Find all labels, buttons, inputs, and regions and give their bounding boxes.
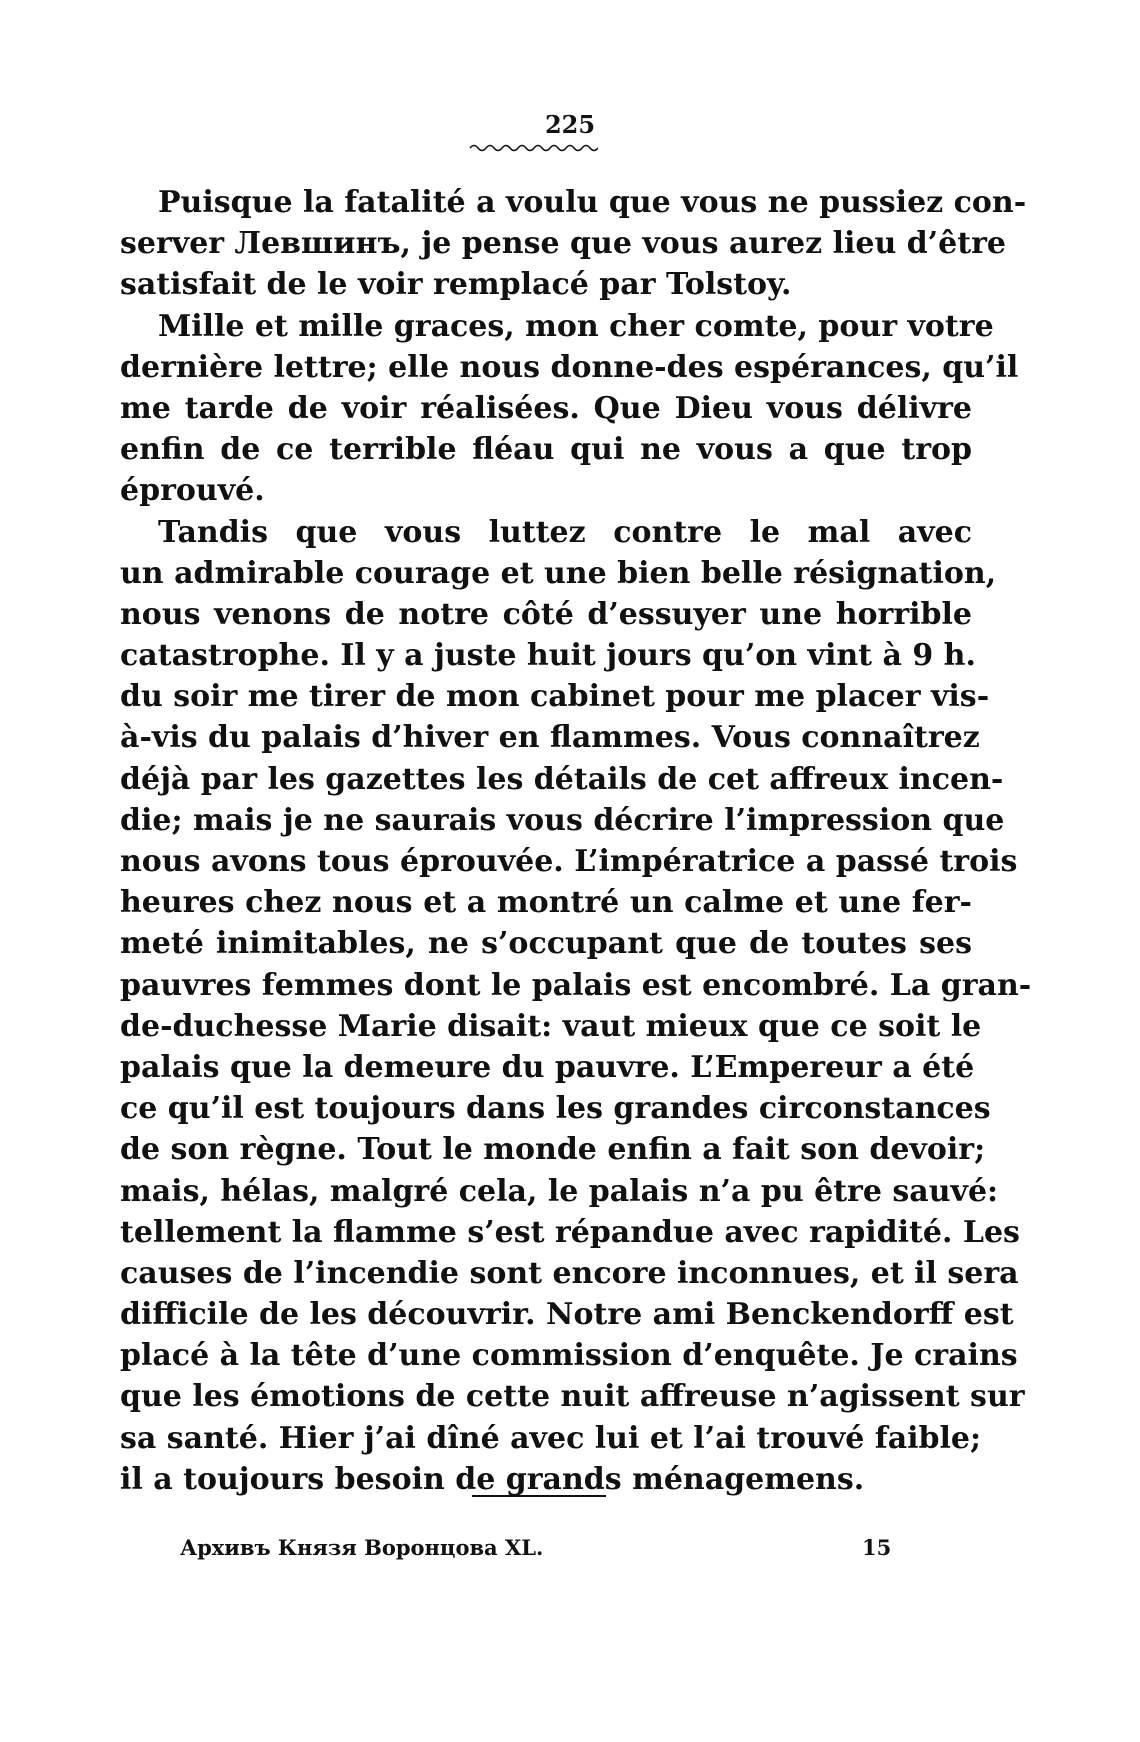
text-line: nous venons de notre côté d’essuyer une horrible [120,596,972,632]
text-line: difficile de les découvrir. Notre ami Benckendorff est [120,1297,1014,1333]
text-line: que les émotions de cette nuit affreuse n’agissent sur [120,1379,1025,1415]
text-line: catastrophe. Il y a juste huit jours qu’on vint à 9 h. [120,638,976,674]
text-line: enfin de ce terrible fléau qui ne vous a que trop [120,432,972,468]
sheet-number: 15 [862,1535,892,1560]
text-line: éprouvé. [120,473,265,509]
footer-rule [472,1495,606,1497]
text-line: causes de l’incendie sont encore inconnues, et il sera [120,1255,1019,1291]
text-line: tellement la flamme s’est répandue avec rapidité. Les [120,1214,1020,1250]
text-line: satisfait de le voir remplacé par Tolstoy. [120,267,792,303]
text-line: sa santé. Hier j’ai dîné avec lui et l’ai trouvé faible; [120,1420,982,1456]
letter-text [120,182,1032,1500]
text-line: Puisque la fatalité a voulu que vous ne pussiez con- [158,185,1027,220]
text-line: du soir me tirer de mon cabinet pour me placer vis- [120,679,990,715]
text-line: Mille et mille graces, mon cher comte, pour votre [158,308,994,344]
text-line: pauvres femmes dont le palais est encombré. La gran- [120,967,1032,1003]
text-line: déjà par les gazettes les détails de cet affreux incen- [120,761,1004,797]
text-line: mais, hélas, malgré cela, le palais n’a pu être sauvé: [120,1173,999,1209]
text-line: de-duchesse Marie disait: vaut mieux que ce soit le [120,1008,982,1044]
archive-signature: Архивъ Князя Воронцова XL. [180,1535,544,1560]
wavy-ornament [468,142,598,154]
text-line: dernière lettre; elle nous donne-des espérances, qu’il [120,349,1019,385]
text-line: ce qu’il est toujours dans les grandes circonstances [120,1091,991,1127]
text-line: de son règne. Tout le monde enfin a fait son devoir; [120,1132,986,1168]
text-line: il a toujours besoin de grands ménagemens. [120,1461,865,1497]
page-number: 225 [544,110,596,139]
text-line: palais que la demeure du pauvre. L’Empereur a été [120,1049,975,1085]
text-line: server Левшинъ, je pense que vous aurez lieu d’être [120,226,1006,262]
text-line: heures chez nous et a montré un calme et une fer- [120,885,972,921]
text-line: placé à la tête d’une commission d’enquête. Je crains [120,1338,1018,1374]
text-line: die; mais je ne saurais vous décrire l’impression que [120,802,1005,838]
text-line: nous avons tous éprouvée. L’impératrice a passé trois [120,844,1018,879]
text-line: Tandis que vous luttez contre le mal avec [158,514,972,550]
text-line: me tarde de voir réalisées. Que Dieu vous délivre [120,390,972,426]
text-line: un admirable courage et une bien belle résignation, [120,555,997,591]
text-line: meté inimitables, ne s’occupant que de toutes ses [120,926,972,962]
text-line: à-vis du palais d’hiver en flammes. Vous connaîtrez [120,720,980,756]
